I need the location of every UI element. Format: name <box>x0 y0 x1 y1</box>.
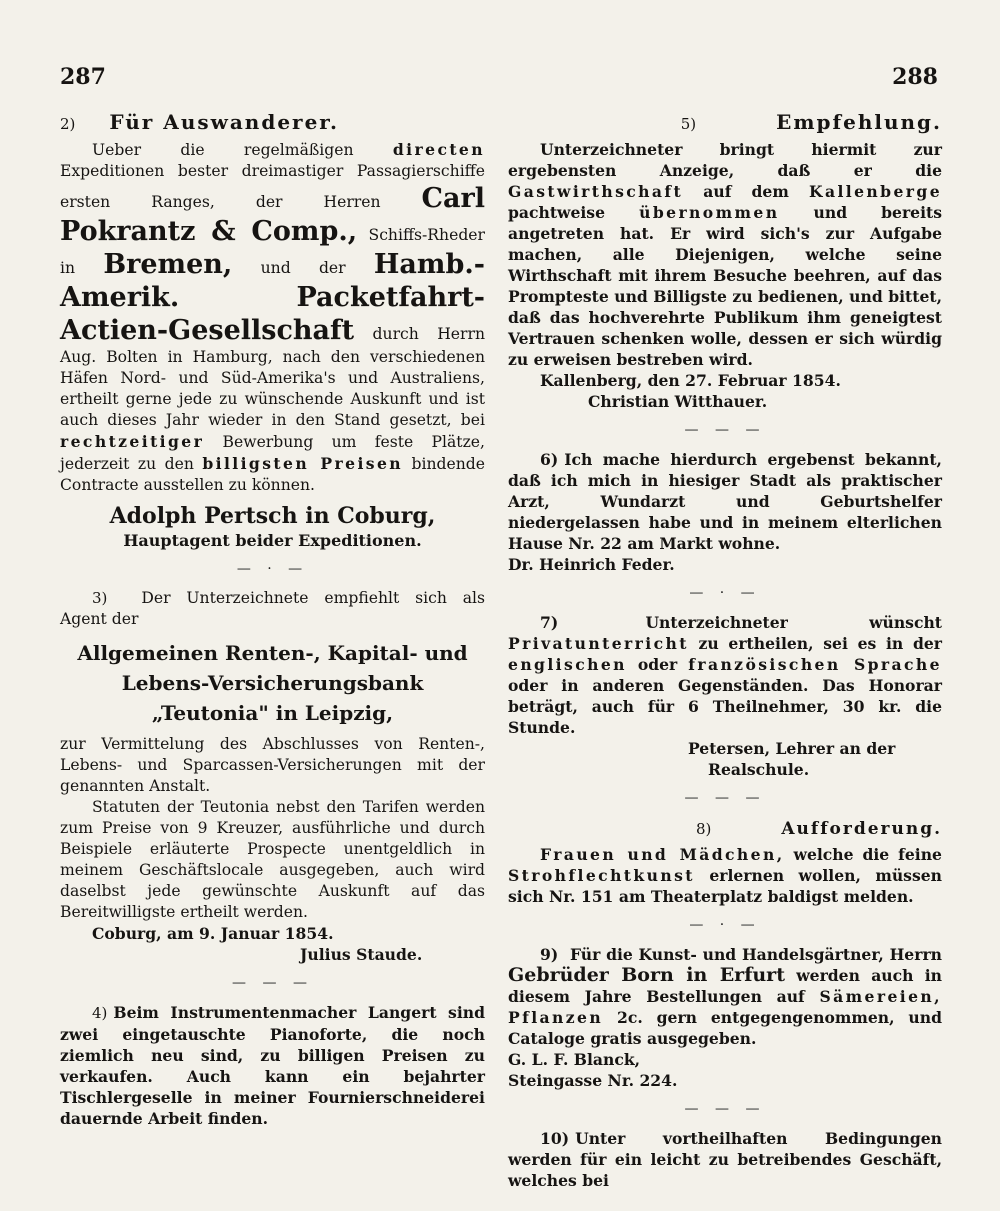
announcement-6-text: Ich mache hierdurch ergebenst bekannt, daß ich mich in hiesiger Stadt als praktischer Arzt, Wundarzt und Geburtshelfer niedergelassen habe und in meinem elterlichen Hause Nr. 22 am Markt wohne. <box>508 450 942 553</box>
a7-text-englischen: englischen <box>508 655 627 674</box>
announcement-5-number: 5) <box>680 115 697 133</box>
announcement-10-body <box>508 1128 942 1191</box>
right-column <box>508 112 942 1191</box>
announcement-3-para-2: Statuten der Teutonia nebst den Tarifen werden zum Preise von 9 Kreuzer, ausführliche und durch Beispiele erläuterte Prospecte unentgeldlich in meinem Geschäftslocale ausgegeben, auch wird daselbst jede gewünschte Auskunft auf das Bereitwilligste ertheilt werden. <box>60 798 485 921</box>
separator-4: — · — <box>689 585 761 601</box>
announcement-3-intro <box>60 588 485 630</box>
announcement-7-signature-1: Petersen, Lehrer an der <box>688 739 896 758</box>
announcement-6-number: 6) <box>540 450 559 469</box>
a2-company-hapag: Hamb.-Amerik. Packetfahrt-Actien-Gesellschaft <box>60 249 485 346</box>
announcement-5-heading: Empfehlung. <box>776 110 942 134</box>
a9-company-born: Gebrüder Born in Erfurt <box>508 964 785 986</box>
announcement-6 <box>508 449 942 575</box>
announcement-4 <box>60 1002 485 1129</box>
announcement-2 <box>60 112 485 551</box>
announcement-9-signature-1: G. L. F. Blanck, <box>508 1050 641 1069</box>
a2-text-3: Expeditionen bester dreimastiger Passagierschiffe ersten Ranges, der Herren <box>60 162 485 211</box>
a9-text-5: 2c. gern entgegengenommen, und Cataloge gratis ausgegeben. <box>508 1008 942 1048</box>
announcement-3-intro-text: Der Unterzeichnete empfiehlt sich als Agent der <box>60 589 485 628</box>
announcement-5-date: Kallenberg, den 27. Februar 1854. <box>540 371 841 390</box>
page-number-right: 288 <box>892 64 938 90</box>
announcement-3-para-1: zur Vermittelung des Abschlusses von Renten-, Lebens- und Sparcassen-Versicherungen mit der genannten Anstalt. <box>60 735 485 795</box>
teutonia-company-name: Allgemeinen Renten-, Kapital- und Lebens-Versicherungsbank „Teutonia" in Leipzig, <box>77 641 468 725</box>
separator-6: — · — <box>689 917 761 933</box>
announcement-3-number: 3) <box>92 589 108 607</box>
a8-text-frauen: Frauen und Mädchen, <box>540 845 785 864</box>
a2-text-5: Schiffs-Rheder in <box>60 226 485 277</box>
a2-text-11: Bewerbung um feste Plätze, jederzeit zu den <box>60 433 485 473</box>
announcement-6-body <box>508 449 942 554</box>
announcement-9-signature-2: Steingasse Nr. 224. <box>508 1071 678 1090</box>
a7-text-7: oder in anderen Gegenständen. Das Honorar beträgt, auch für 6 Theilnehmer, 30 kr. die Stunde. <box>508 676 942 737</box>
page-number-left: 287 <box>60 64 106 90</box>
a5-text-gastwirthschaft: Gastwirthschaft <box>508 182 684 201</box>
announcement-2-number: 2) <box>60 115 76 133</box>
a2-company-pokrantz: Carl Pokrantz & Comp., <box>60 183 485 247</box>
announcement-6-signature: Dr. Heinrich Feder. <box>508 555 675 574</box>
a8-text-strohflechtkunst: Strohflechtkunst <box>508 866 695 885</box>
announcement-7-body <box>508 612 942 738</box>
agent-name: Adolph Pertsch in Coburg, <box>109 503 436 529</box>
announcement-9 <box>508 944 942 1091</box>
a2-text-rechtzeitiger: rechtzeitiger <box>60 432 205 451</box>
a2-text-7: und der <box>260 259 346 277</box>
a7-text-franzoesischen: französischen Sprache <box>688 655 942 674</box>
announcement-7-signature-2: Realschule. <box>708 760 810 779</box>
a2-text-1: Ueber die regelmäßigen <box>92 141 354 159</box>
announcement-7-number: 7) <box>540 613 559 632</box>
a2-city-bremen: Bremen, <box>103 249 233 280</box>
announcement-7 <box>508 612 942 780</box>
announcement-10 <box>508 1128 942 1191</box>
announcement-2-body <box>60 139 485 496</box>
a5-text-5: pachtweise <box>508 203 606 222</box>
a5-text-1: Unterzeichneter bringt hiermit zur ergebensten Anzeige, daß er die <box>508 140 942 180</box>
a5-text-uebernommen: übernommen <box>639 203 780 222</box>
announcement-9-number: 9) <box>540 945 559 964</box>
announcement-4-text: Beim Instrumentenmacher Langert sind zwei eingetauschte Pianoforte, die noch ziemlich neu sind, zu billigen Preisen zu verkaufen. Auch kann ein bejahrter Tischlergeselle in meiner Fournierschneiderei dauernde Arbeit finden. <box>60 1003 485 1128</box>
a5-text-7: und bereits angetreten hat. Er wird sich's zur Aufgabe machen, alle Diejenigen, welche seine Wirthschaft mit ihrem Besuche beehren, auf das Prompteste und Billigste zu bedienen, und bittet, daß das hochverehrte Publikum ihm geneigtest Vertrauen schenken wolle, dessen er sich würdig zu erweisen bestreben wird. <box>508 203 943 369</box>
announcement-8-heading: Aufforderung. <box>781 819 942 839</box>
announcement-3-date: Coburg, am 9. Januar 1854. <box>92 924 334 943</box>
left-column <box>60 112 485 1129</box>
announcement-9-body <box>508 944 942 1049</box>
announcement-5-title <box>508 112 942 135</box>
announcement-2-title <box>60 112 485 135</box>
a9-text-saemereien: Sämereien, Pflanzen <box>508 987 943 1027</box>
announcement-4-body <box>60 1002 485 1129</box>
announcement-8-title <box>508 817 942 840</box>
announcement-5 <box>508 112 942 412</box>
a5-text-kallenberge: Kallenberge <box>808 182 943 201</box>
announcement-3-signature: Julius Staude. <box>300 945 423 964</box>
a2-text-9: durch Herrn Aug. Bolten in Hamburg, nach den verschiedenen Häfen Nord- und Süd-Amerika's und Australiens, ertheilt gerne jede zu wünschende Auskunft und ist auch dieses Jahr wieder in den Stand gesetzt, bei <box>60 325 485 429</box>
announcement-2-heading: Für Auswanderer. <box>109 110 339 134</box>
separator-5: — — — <box>684 790 766 806</box>
announcement-3 <box>60 588 485 965</box>
separator-2: — — — <box>232 975 313 991</box>
announcement-8 <box>508 817 942 907</box>
separator-3: — — — <box>684 422 766 438</box>
a2-text-directen: directen <box>392 140 485 159</box>
a2-text-13: bindende Contracte ausstellen zu können. <box>60 455 485 494</box>
a7-text-1: Unterzeichneter wünscht <box>645 613 942 632</box>
agent-title: Hauptagent beider Expeditionen. <box>123 531 422 550</box>
a7-text-5: oder <box>637 655 678 674</box>
a8-text-4: erlernen wollen, müssen sich Nr. 151 am Theaterplatz baldigst melden. <box>508 866 942 906</box>
a2-text-billigsten: billigsten Preisen <box>202 454 404 473</box>
announcement-8-body <box>508 844 942 907</box>
separator-7: — — — <box>684 1101 766 1117</box>
a7-text-3: zu ertheilen, sei es in der <box>698 634 942 653</box>
announcement-4-number: 4) <box>92 1004 108 1022</box>
a9-text-1: Für die Kunst- und Handelsgärtner, Herrn <box>569 945 943 964</box>
announcement-5-signature: Christian Witthauer. <box>588 392 768 411</box>
announcement-10-text: Unter vortheilhaften Bedingungen werden für ein leicht zu betreibendes Geschäft, welches bei <box>508 1129 942 1190</box>
announcement-8-number: 8) <box>695 820 712 838</box>
a5-text-3: auf dem <box>703 182 789 201</box>
a7-text-privatunterricht: Privatunterricht <box>508 634 689 653</box>
announcement-5-body <box>508 139 942 370</box>
a9-text-3: werden auch in diesem Jahre Bestellungen auf <box>508 966 942 1006</box>
separator-1: — · — <box>236 561 309 577</box>
a8-text-2: welche die feine <box>793 845 942 864</box>
announcement-10-number: 10) <box>540 1129 570 1148</box>
